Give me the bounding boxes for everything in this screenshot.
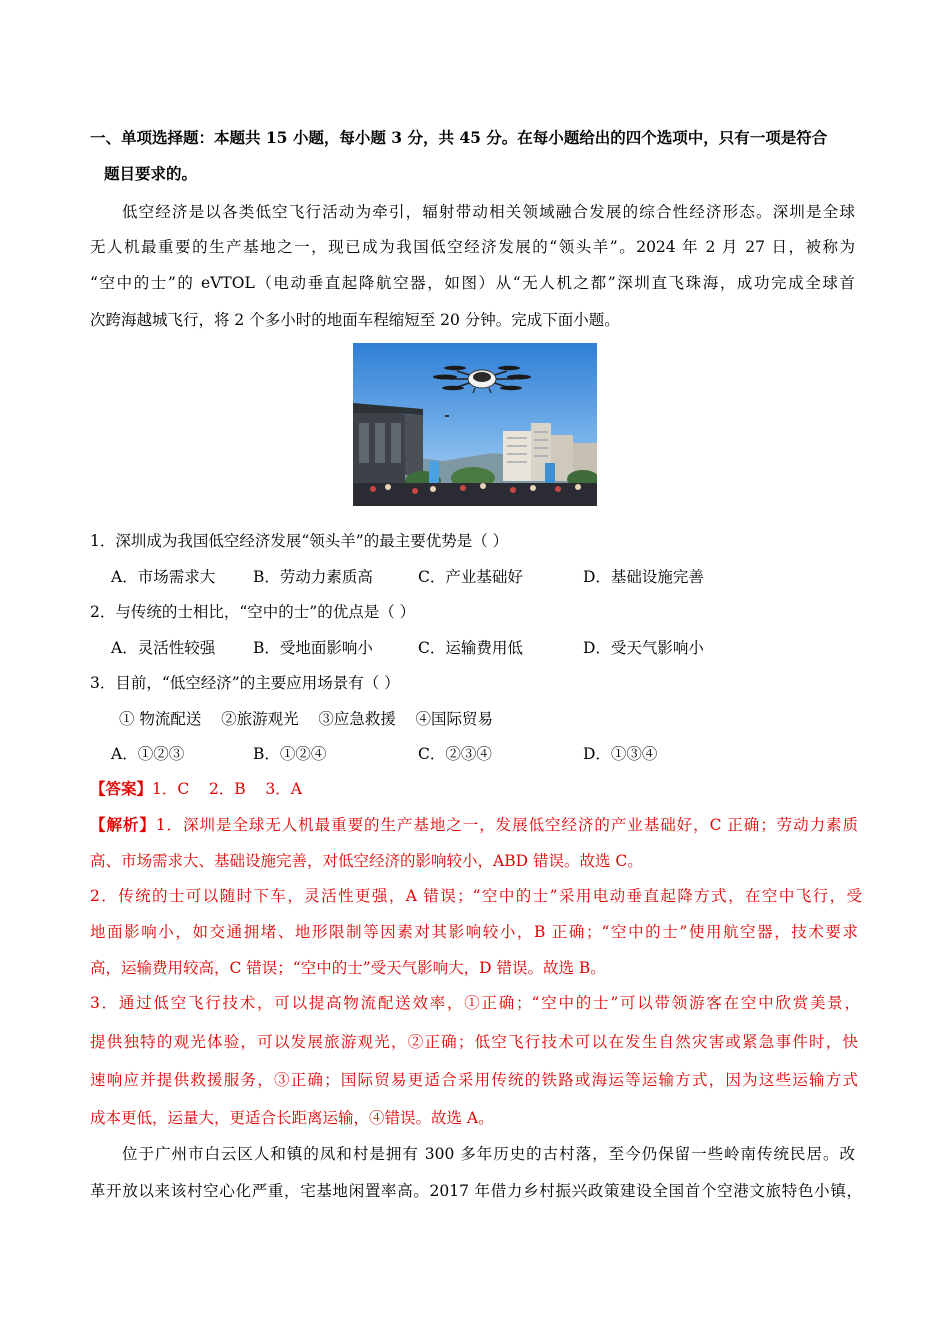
q2-option-c: C．运输费用低 <box>418 639 523 657</box>
q3-option-d: D．①③④ <box>583 745 658 763</box>
analysis-line: 速响应并提供救援服务，③正确；国际贸易更适合采用传统的铁路或海运等运输方式，因为这些运输方式 <box>90 1071 858 1089</box>
analysis-line: 地面影响小，如交通拥堵、地形限制等因素对其影响较小，B 正确；“空中的士”使用航空器，技术要求 <box>90 923 858 941</box>
analysis-line-1 <box>90 815 858 835</box>
analysis-line: 3．通过低空飞行技术，可以提高物流配送效率，①正确；“空中的士”可以带领游客在空中欣赏美景， <box>90 994 860 1012</box>
q3-option-c: C．②③④ <box>418 745 492 763</box>
passage1-line: “空中的士”的 eVTOL（电动垂直起降航空器，如图）从“无人机之都”深圳直飞珠海，成功完成全球首 <box>90 274 855 292</box>
q1-option-d: D．基础设施完善 <box>583 568 704 586</box>
answer-label: 【答案】 <box>90 779 153 798</box>
q1-option-c: C．产业基础好 <box>418 568 523 586</box>
q2-option-b: B．受地面影响小 <box>253 639 373 657</box>
q3-items: ① 物流配送 ②旅游观光 ③应急救援 ④国际贸易 <box>119 710 494 728</box>
analysis-label: 【解析】 <box>90 815 156 834</box>
analysis-text: 1．深圳是全球无人机最重要的生产基地之一，发展低空经济的产业基础好，C 正确；劳动力素质 <box>155 816 858 834</box>
q3-option-a: A．①②③ <box>111 745 185 763</box>
analysis-line: 高、市场需求大、基础设施完善，对低空经济的影响较小，ABD 错误。故选 C。 <box>90 852 643 870</box>
passage2-line: 位于广州市白云区人和镇的凤和村是拥有 300 多年历史的古村落，至今仍保留一些岭南传统民居。改 <box>122 1145 855 1163</box>
evtol-photo <box>353 343 597 506</box>
passage1-line: 次跨海越城飞行，将 2 个多小时的地面车程缩短至 20 分钟。完成下面小题。 <box>90 311 620 329</box>
passage1-line: 低空经济是以各类低空飞行活动为牵引，辐射带动相关领域融合发展的综合性经济形态。深圳是全球 <box>122 203 855 221</box>
answer-text: 1．C 2．B 3．A <box>152 780 302 798</box>
q2-option-d: D．受天气影响小 <box>583 639 704 657</box>
analysis-line: 提供独特的观光体验，可以发展旅游观光，②正确；低空飞行技术可以在发生自然灾害或紧急事件时，快 <box>90 1033 858 1051</box>
q1-option-b: B．劳动力素质高 <box>253 568 373 586</box>
analysis-line: 成本更低，运量大，更适合长距离运输，④错误。故选 A。 <box>90 1109 494 1127</box>
question-1-stem: 1．深圳成为我国低空经济发展“领头羊”的最主要优势是（ ） <box>90 532 509 550</box>
q2-option-a: A．灵活性较强 <box>111 639 216 657</box>
answer-block <box>90 779 302 799</box>
question-3-stem: 3．目前，“低空经济”的主要应用场景有（ ） <box>90 674 400 692</box>
passage2-line: 革开放以来该村空心化严重，宅基地闲置率高。2017 年借力乡村振兴政策建设全国首个空港文旅特色小镇， <box>90 1182 862 1200</box>
question-2-stem: 2．与传统的士相比，“空中的士”的优点是（ ） <box>90 603 416 621</box>
analysis-line: 高，运输费用较高，C 错误；“空中的士”受天气影响大，D 错误。故选 B。 <box>90 959 606 977</box>
section-title-line2: 题目要求的。 <box>104 164 198 183</box>
analysis-line: 2．传统的士可以随时下车，灵活性更强，A 错误；“空中的士”采用电动垂直起降方式，在空中飞行，受 <box>90 887 862 905</box>
q3-option-b: B．①②④ <box>253 745 327 763</box>
q1-option-a: A．市场需求大 <box>111 568 216 586</box>
passage1-line: 无人机最重要的生产基地之一，现已成为我国低空经济发展的“领头羊”。2024 年 2 月 27 日，被称为 <box>90 238 855 256</box>
section-title-line1: 一、单项选择题：本题共 15 小题，每小题 3 分，共 45 分。在每小题给出的四个选项中，只有一项是符合 <box>90 128 828 147</box>
